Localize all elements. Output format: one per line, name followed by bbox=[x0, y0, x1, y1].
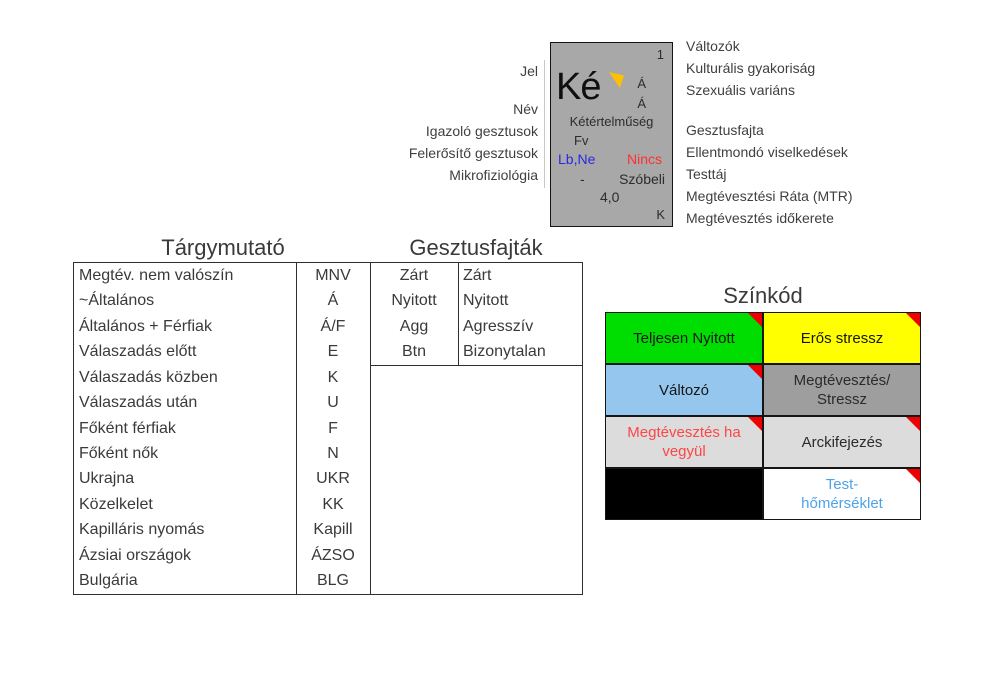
index-row-label: Ukrajna bbox=[79, 470, 135, 488]
gesture-row-abbr: Agg bbox=[399, 317, 429, 335]
red-corner-icon bbox=[748, 365, 762, 379]
red-corner-icon bbox=[748, 313, 762, 327]
index-row-abbr: Kapill bbox=[313, 521, 353, 539]
red-corner-icon bbox=[906, 469, 920, 483]
index-row-label: Főként férfiak bbox=[79, 419, 176, 437]
legend-cell-text: Teljesen Nyitott bbox=[633, 329, 735, 347]
index-and-gesture-table bbox=[73, 262, 583, 595]
gesture-label-column bbox=[458, 263, 582, 365]
card-cultural-frequency: Á bbox=[637, 76, 646, 91]
gesture-row-label: Zárt bbox=[463, 266, 492, 284]
index-row-label: Kapilláris nyomás bbox=[79, 521, 205, 539]
index-row-abbr: U bbox=[327, 394, 339, 412]
index-row-abbr: N bbox=[327, 445, 339, 463]
color-legend-title: Színkód bbox=[723, 283, 803, 308]
card-variant-number: 1 bbox=[656, 47, 664, 62]
callout-idokerete: Megtévesztés időkerete bbox=[686, 210, 834, 226]
callout-igazolo: Igazoló gesztusok bbox=[425, 123, 538, 139]
index-row-abbr: Á bbox=[327, 292, 339, 310]
table-divider bbox=[370, 365, 582, 366]
index-row-abbr: Á/F bbox=[320, 317, 346, 335]
gesture-row-abbr: Nyitott bbox=[391, 292, 437, 310]
example-card bbox=[550, 42, 673, 227]
card-deception-timeframe: K bbox=[656, 207, 665, 222]
card-microphysiology: - bbox=[580, 171, 585, 187]
legend-cell-test-homerseklet bbox=[763, 468, 921, 520]
index-row-label: ~Általános bbox=[79, 292, 155, 310]
index-row-abbr: BLG bbox=[316, 572, 349, 590]
index-label-column bbox=[74, 263, 296, 594]
legend-cell-text: Stressz bbox=[816, 391, 867, 408]
legend-cell-text: Test- bbox=[825, 476, 859, 493]
legend-cell-black bbox=[605, 468, 763, 520]
legend-cell-text: Változó bbox=[658, 381, 710, 399]
index-row-label: Főként nők bbox=[79, 445, 159, 463]
index-row-label: Válaszadás előtt bbox=[79, 343, 197, 361]
index-row-abbr: UKR bbox=[316, 470, 350, 488]
gesture-row-abbr: Btn bbox=[401, 343, 426, 361]
index-row-abbr: MNV bbox=[315, 266, 351, 284]
gesture-row-label: Nyitott bbox=[463, 292, 509, 310]
card-contradicting-behaviors: Nincs bbox=[626, 151, 662, 167]
index-row-abbr: E bbox=[327, 343, 339, 361]
legend-cell-megtevesztes-stressz bbox=[763, 364, 921, 416]
legend-cell-megtevesztes-ha-vegyul bbox=[605, 416, 763, 468]
card-deception-rate: 4,0 bbox=[600, 189, 620, 205]
legend-cell-valtozo bbox=[605, 364, 763, 416]
gesture-row-label: Agresszív bbox=[463, 317, 534, 335]
legend-cell-text: Megtévesztés ha bbox=[627, 424, 741, 441]
index-row-label: Válaszadás után bbox=[79, 394, 198, 412]
index-row-label: Válaszadás közben bbox=[79, 368, 218, 386]
index-row-abbr: ÁZSO bbox=[311, 546, 355, 564]
callout-divider-line bbox=[544, 60, 545, 188]
card-verifying-gestures: Fv bbox=[574, 133, 589, 148]
callout-mikrofiziologia: Mikrofiziológia bbox=[449, 167, 538, 183]
legend-cell-text: Arckifejezés bbox=[801, 433, 883, 451]
index-row-label: Bulgária bbox=[79, 572, 138, 590]
gesture-abbr-column bbox=[370, 263, 458, 365]
red-corner-icon bbox=[906, 417, 920, 431]
index-row-label: Ázsiai országok bbox=[79, 546, 192, 564]
card-amplifying-gestures: Lb,Ne bbox=[558, 151, 596, 167]
color-legend bbox=[605, 312, 921, 520]
index-table-title: Tárgymutató bbox=[161, 235, 285, 260]
card-sexual-variant: Á bbox=[637, 96, 646, 111]
index-row-abbr: K bbox=[327, 368, 339, 386]
legend-cell-text: vegyül bbox=[662, 443, 706, 460]
index-row-abbr: F bbox=[328, 419, 338, 437]
red-corner-icon bbox=[748, 417, 762, 431]
card-body-region: Szóbeli bbox=[619, 171, 665, 187]
legend-cell-text: Erős stressz bbox=[800, 329, 884, 347]
index-row-label: Közelkelet bbox=[79, 495, 153, 513]
callout-testtaj: Testtáj bbox=[686, 166, 727, 182]
legend-cell-arckifejezes bbox=[763, 416, 921, 468]
callout-szexualis: Szexuális variáns bbox=[686, 82, 795, 98]
callout-felerosito: Felerősítő gesztusok bbox=[408, 145, 538, 161]
index-abbr-column bbox=[296, 263, 370, 594]
legend-cell-eros-stressz bbox=[763, 312, 921, 364]
gesture-row-label: Bizonytalan bbox=[463, 343, 546, 361]
callout-mtr: Megtévesztési Ráta (MTR) bbox=[686, 188, 853, 204]
card-name: Kétértelműség bbox=[569, 114, 654, 129]
index-row-abbr: KK bbox=[322, 495, 344, 513]
callout-nev: Név bbox=[513, 101, 538, 117]
legend-cell-text: Megtévesztés/ bbox=[793, 372, 891, 389]
index-row-label: Megtév. nem valószín bbox=[79, 266, 234, 284]
callout-kulturalis: Kulturális gyakoriság bbox=[686, 60, 816, 76]
callout-gesztusfajta: Gesztusfajta bbox=[686, 122, 764, 138]
gesture-table-title: Gesztusfajták bbox=[409, 235, 543, 260]
red-corner-icon bbox=[906, 313, 920, 327]
index-row-label: Általános + Férfiak bbox=[79, 317, 212, 335]
callout-valtozok: Változók bbox=[686, 38, 740, 54]
callout-jel: Jel bbox=[520, 63, 538, 79]
card-symbol: Ké bbox=[556, 66, 601, 108]
gesture-row-abbr: Zárt bbox=[399, 266, 429, 284]
callout-ellentmondo: Ellentmondó viselkedések bbox=[686, 144, 848, 160]
legend-cell-teljesen-nyitott bbox=[605, 312, 763, 364]
corner-marker-icon bbox=[609, 72, 624, 88]
legend-cell-text: hőmérséklet bbox=[801, 495, 883, 512]
